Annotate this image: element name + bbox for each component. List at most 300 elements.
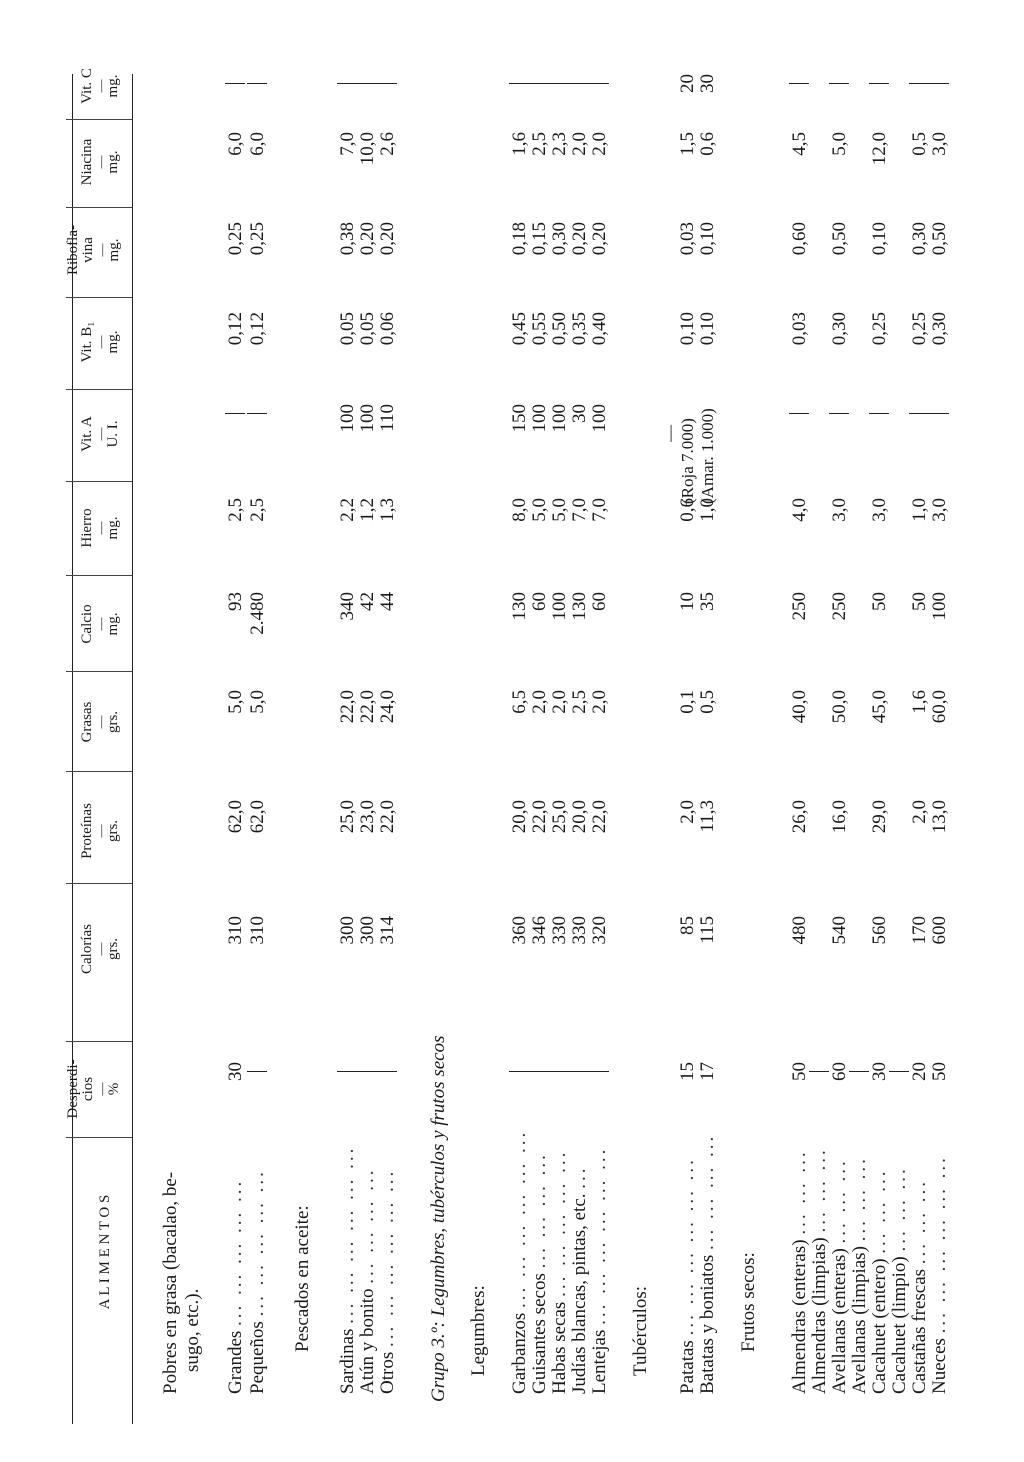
col-sep [66,389,132,390]
vita-value: 100 [337,404,358,433]
vitc-dash [589,83,609,84]
vita-amar-note: (Amar. 1.000) [698,408,717,504]
ribo-value: 0,15 [529,222,550,256]
ribo-value: 0,20 [377,222,398,256]
vitb1-value: 0,05 [337,312,358,346]
vitb1-value: 0,30 [829,312,850,346]
vitb1-value: 0,40 [589,312,610,346]
col-sep [66,671,132,672]
vitb1-value: 0,12 [247,312,268,346]
niac-value: 0,5 [909,132,930,156]
vitc-dash [909,83,929,84]
vita-dash [829,413,849,414]
leader-dots: ... ... ... ... [357,1167,378,1284]
prot-value: 20,0 [509,800,530,834]
section-tuberculos: Tubérculos: [630,1285,651,1376]
leader-dots: ... ... ... [829,1158,850,1244]
niac-value: 7,0 [337,132,358,156]
table-row [790,74,810,1424]
vitc-dash [929,83,949,84]
cal-value: 310 [225,916,246,945]
niac-value: 6,0 [225,132,246,156]
section-frutos: Frutos secos: [738,1252,759,1352]
vitb1-value: 0,25 [909,312,930,346]
vitc-dash [829,83,849,84]
table-row [510,74,530,1424]
header-desperdicios [66,1052,122,1126]
desp-value: 15 [677,1062,698,1081]
vita-dash [225,413,245,414]
table-row [530,74,550,1424]
vita-dash [909,413,929,414]
header-vita [80,394,121,474]
hier-value: 1,2 [357,498,378,522]
prot-value: 25,0 [549,800,570,834]
hier-value: 1,0 [697,498,718,522]
leader-dots: ... ... ... ... ... ... [337,1145,358,1324]
vitb1-value: 0,35 [569,312,590,346]
cal-value: 360 [509,916,530,945]
gras-value: 2,0 [529,690,550,714]
hier-value: 2,2 [337,498,358,522]
niac-value: 4,5 [789,132,810,156]
header-cal-dash: — [93,942,108,956]
vitc-value: 30 [697,74,718,93]
prot-value: 11,3 [697,800,718,833]
header-prot-dash: — [93,824,108,838]
desp-value: 20 [909,1062,930,1081]
leader-dots: ... ... ... [909,1178,930,1265]
header-niac-dash: — [93,155,108,169]
cal-value: 300 [357,916,378,945]
calc-value: 10 [677,592,698,611]
vita-value: 100 [357,404,378,433]
gras-value: 5,0 [247,690,268,714]
hier-value: 2,5 [225,498,246,522]
table-row [226,74,246,1424]
calc-value: 50 [909,592,930,611]
niac-value: 2,3 [549,132,570,156]
vita-value: 100 [529,404,550,433]
calc-value: 60 [529,592,550,611]
leader-dots: ... ... ... ... ... ... [509,1129,530,1308]
section-pobres: Pobres en grasa (bacalao, be- [160,1171,181,1394]
gras-value: 50,0 [829,690,850,724]
desp-dash [529,1071,549,1072]
niac-value: 0,6 [697,132,718,156]
food-name: Guisantes secos ... ... ... ... [529,1152,550,1394]
niac-value: 12,0 [869,132,890,166]
food-name: Grandes ... ... ... ... ... [225,1178,246,1394]
ribo-value: 0,20 [569,222,590,256]
gras-value: 2,0 [589,690,610,714]
desp-dash [377,1071,397,1072]
hier-value: 5,0 [549,498,570,522]
vita-value: 30 [569,404,590,423]
desp-value: 17 [697,1062,718,1081]
food-name: Atún y bonito ... ... ... ... [357,1167,378,1394]
vitb1-value: 0,10 [697,312,718,346]
vitc-dash [569,83,589,84]
vitb1-value: 0,50 [549,312,570,346]
cal-value: 600 [929,916,950,945]
food-name: Habas secas ... ... ... ... ... [549,1149,570,1394]
prot-value: 62,0 [225,800,246,834]
ribo-value: 0,50 [829,222,850,256]
hier-value: 7,0 [589,498,610,522]
hier-value: 8,0 [509,498,530,522]
food-name: Almendras (limpias) ... ... ... [809,1147,830,1394]
food-name: Garbanzos ... ... ... ... ... ... [509,1129,530,1394]
vita-value: 110 [377,404,398,432]
prot-value: 62,0 [247,800,268,834]
prot-value: 29,0 [869,800,890,834]
header-niacina [80,122,121,202]
vita-dash [869,413,889,414]
hier-value: 3,0 [929,498,950,522]
food-name: Castañas frescas ... ... ... [909,1178,930,1394]
gras-value: 0,5 [697,690,718,714]
table-row [358,74,378,1424]
header-calc-unit: mg. [105,612,121,636]
calc-value: 250 [789,592,810,621]
table-row [890,74,910,1424]
desp-value: 60 [829,1062,850,1081]
header-ribo-l2: vina [80,237,96,263]
header-calc-l1: Calcio [79,604,95,644]
header-niac-unit: mg. [105,150,121,174]
desp-value: 30 [225,1062,246,1081]
desp-dash [589,1071,609,1072]
hier-value: 3,0 [869,498,890,522]
leader-dots: ... [569,1165,590,1189]
desp-dash [549,1071,569,1072]
header-ribo-dash: — [94,243,109,257]
hier-value: 1,3 [377,498,398,522]
col-sep [66,297,132,298]
vita-value: 150 [509,404,530,433]
ribo-value: 0,03 [677,222,698,256]
table-row [248,74,268,1424]
col-sep [66,575,132,576]
header-vitc-l1: Vit. C [79,68,95,104]
cal-value: 170 [909,916,930,945]
desp-dash [889,1071,909,1072]
header-prot-l1: Proteínas [79,803,95,859]
header-alimentos [98,1162,113,1342]
calc-value: 93 [225,592,246,611]
vitb1-value: 0,45 [509,312,530,346]
table-row [910,74,930,1424]
prot-value: 13,0 [929,800,950,834]
cal-value: 540 [829,916,850,945]
vitb1-value: 0,05 [357,312,378,346]
gras-value: 22,0 [337,690,358,724]
leader-dots: ... ... ... ... [697,1133,718,1250]
header-grasas [80,682,121,762]
header-prot-unit: grs. [105,819,121,843]
desp-value: 50 [789,1062,810,1081]
cal-value: 346 [529,916,550,945]
cal-value: 115 [697,916,718,944]
cal-value: 560 [869,916,890,945]
col-sep [66,1041,132,1042]
niac-value: 6,0 [247,132,268,156]
table-row [698,74,718,1424]
col-sep [66,1137,132,1138]
prot-value: 22,0 [529,800,550,834]
cal-value: 300 [337,916,358,945]
gras-value: 1,6 [909,690,930,714]
ribo-value: 0,18 [509,222,530,256]
leader-dots: ... ... ... ... ... ... [929,1155,950,1334]
header-gras-dash: — [93,715,108,729]
ribo-value: 0,38 [337,222,358,256]
calc-value: 50 [869,592,890,611]
header-desp-l2: cios [80,1076,96,1102]
desp-dash [809,1071,829,1072]
calc-value: 35 [697,592,718,611]
ribo-value: 0,10 [869,222,890,256]
gras-value: 45,0 [869,690,890,724]
vitc-dash [549,83,569,84]
desp-dash [337,1071,357,1072]
section-legumbres: Legumbres: [468,1285,489,1376]
food-name: Sardinas ... ... ... ... ... ... [337,1145,358,1394]
header-calc-dash: — [93,617,108,631]
gras-value: 0,1 [677,690,698,714]
leader-dots: ... ... ... ... ... [247,1169,268,1317]
header-vitb1-l1: Vit. B₁ [79,321,95,363]
prot-value: 26,0 [789,800,810,834]
prot-value: 2,0 [677,800,698,824]
header-vitb1-unit: mg. [105,330,121,354]
section-pescados: Pescados en aceite: [292,1205,313,1352]
calc-value: 250 [829,592,850,621]
vitc-dash [789,83,809,84]
leader-dots: ... ... ... ... [529,1152,550,1269]
header-vitc-dash: — [93,79,108,93]
desp-dash [849,1071,869,1072]
food-name: Avellanas (enteras) ... ... ... [829,1158,850,1394]
gras-value: 24,0 [377,690,398,724]
hier-value: 0,6 [677,498,698,522]
vita-dash [789,413,809,414]
col-sep [66,883,132,884]
gras-value: 2,5 [569,690,590,714]
header-rule [132,74,133,1424]
vitc-dash [869,83,889,84]
vitb1-value: 0,03 [789,312,810,346]
header-cal-unit: grs. [105,937,121,961]
col-sep [66,771,132,772]
table-row [678,74,698,1424]
header-hier-unit: mg. [105,516,121,540]
vitb1-value: 0,10 [677,312,698,346]
cal-value: 480 [789,916,810,945]
calc-value: 2.480 [247,592,268,635]
header-calcio [80,586,121,662]
niac-value: 2,5 [529,132,550,156]
ribo-value: 0,10 [697,222,718,256]
header-gras-unit: grs. [105,710,121,734]
leader-dots: ... ... ... ... ... [549,1149,570,1297]
header-hier-dash: — [93,521,108,535]
vitc-dash [225,83,245,84]
header-proteinas [80,788,121,874]
leader-dots: ... ... ... [849,1156,870,1242]
prot-value: 16,0 [829,800,850,834]
prot-value: 23,0 [357,800,378,834]
desp-dash [357,1071,377,1072]
vita-roja-note: (Roja 7.000) [678,418,697,504]
col-sep [66,481,132,482]
header-calorias [80,906,121,992]
desp-dash [247,1071,267,1072]
vitc-dash [247,83,267,84]
hier-value: 2,5 [247,498,268,522]
vitb1-value: 0,12 [225,312,246,346]
ribo-value: 0,50 [929,222,950,256]
ribo-value: 0,30 [549,222,570,256]
calc-value: 100 [929,592,950,621]
gras-value: 60,0 [929,690,950,724]
header-hier-l1: Hierro [79,508,95,548]
food-name: Otros ... ... ... ... ... ... [377,1168,398,1394]
leader-dots: ... ... ... [889,1166,910,1252]
desp-dash [569,1071,589,1072]
food-name: Lentejas ... ... ... ... ... ... [589,1146,610,1394]
niac-value: 2,0 [589,132,610,156]
food-name: Almendras (enteras) ... ... ... [789,1149,810,1394]
header-vita-l1: Vit. A [79,416,95,452]
prot-value: 20,0 [569,800,590,834]
food-name: Judías blancas, pintas, etc. ... [569,1165,590,1394]
header-ribo-l1: Ribofla- [65,225,81,275]
header-cal-l1: Calorías [79,924,95,974]
leader-dots: ... ... ... ... ... [225,1178,246,1326]
gras-value: 22,0 [357,690,378,724]
niac-value: 1,6 [509,132,530,156]
vita-dash [929,413,949,414]
leader-dots: ... ... ... ... ... ... [377,1168,398,1348]
food-name: Nueces ... ... ... ... ... ... [929,1155,950,1394]
gras-value: 6,5 [509,690,530,714]
leader-dots: ... ... ... [869,1168,890,1254]
leader-dots: ... ... ... ... ... ... [589,1146,610,1325]
header-hierro [80,490,121,566]
vitc-dash [337,83,357,84]
niac-value: 2,0 [569,132,590,156]
desp-value: 50 [929,1062,950,1081]
table-row [378,74,398,1424]
vitc-dash [509,83,529,84]
header-alimentos-text: A L I M E N T O S [97,1194,113,1310]
niac-value: 1,5 [677,132,698,156]
vitc-dash [357,83,377,84]
prot-value: 25,0 [337,800,358,834]
cal-value: 330 [549,916,570,945]
vita-dash-note: — [660,425,679,442]
header-riboflavina [66,210,122,290]
food-name: Cacahuet (entero) ... ... ... [869,1168,890,1394]
header-vita-unit: U. I. [105,420,121,448]
gras-value: 2,0 [549,690,570,714]
hier-value: 4,0 [789,498,810,522]
food-name: Pequeños ... ... ... ... ... [247,1169,268,1394]
niac-value: 3,0 [929,132,950,156]
header-vita-dash: — [93,427,108,441]
vitc-value: 20 [677,74,698,93]
header-desp-dash: — [94,1082,109,1096]
calc-value: 100 [549,592,570,621]
calc-value: 44 [377,592,398,611]
cal-value: 314 [377,916,398,945]
header-vitc-unit: mg. [105,74,121,98]
calc-value: 60 [589,592,610,611]
section-pobres-cont: sugo, etc.). [182,1288,203,1372]
leader-dots: ... ... ... ... ... ... [677,1157,698,1336]
table-row [570,74,590,1424]
desp-value: 30 [869,1062,890,1081]
ribo-value: 0,20 [589,222,610,256]
niac-value: 5,0 [829,132,850,156]
leader-dots: ... ... ... [809,1147,830,1233]
header-gras-l1: Grasas [79,701,95,743]
calc-value: 42 [357,592,378,611]
vitc-dash [529,83,549,84]
header-niac-l1: Niacina [79,138,95,186]
table-row [870,74,890,1424]
table-row [930,74,950,1424]
prot-value: 2,0 [909,800,930,824]
niac-value: 10,0 [357,132,378,166]
leader-dots: ... ... ... [789,1149,810,1235]
ribo-value: 0,30 [909,222,930,256]
cal-value: 310 [247,916,268,945]
table-row [850,74,870,1424]
table-row [590,74,610,1424]
header-vitb1 [80,302,121,382]
niac-value: 2,6 [377,132,398,156]
header-vitc [80,58,121,114]
col-sep [66,207,132,208]
header-desp-unit: % [106,1082,122,1096]
calc-value: 130 [569,592,590,621]
prot-value: 22,0 [589,800,610,834]
calc-value: 130 [509,592,530,621]
vitb1-value: 0,25 [869,312,890,346]
col-sep [66,119,132,120]
ribo-value: 0,25 [225,222,246,256]
gras-value: 5,0 [225,690,246,714]
table-row [338,74,358,1424]
header-ribo-unit: mg. [106,238,122,262]
hier-value: 3,0 [829,498,850,522]
ribo-value: 0,20 [357,222,378,256]
table-row [830,74,850,1424]
vitb1-value: 0,55 [529,312,550,346]
hier-value: 1,0 [909,498,930,522]
food-name: Patatas ... ... ... ... ... ... [677,1157,698,1394]
vitc-dash [377,83,397,84]
hier-value: 5,0 [529,498,550,522]
vita-value: 100 [589,404,610,433]
food-name: Avellanas (limpias) ... ... ... [849,1156,870,1394]
food-name: Batatas y boniatos ... ... ... ... [697,1133,718,1394]
gras-value: 40,0 [789,690,810,724]
desp-dash [509,1071,529,1072]
